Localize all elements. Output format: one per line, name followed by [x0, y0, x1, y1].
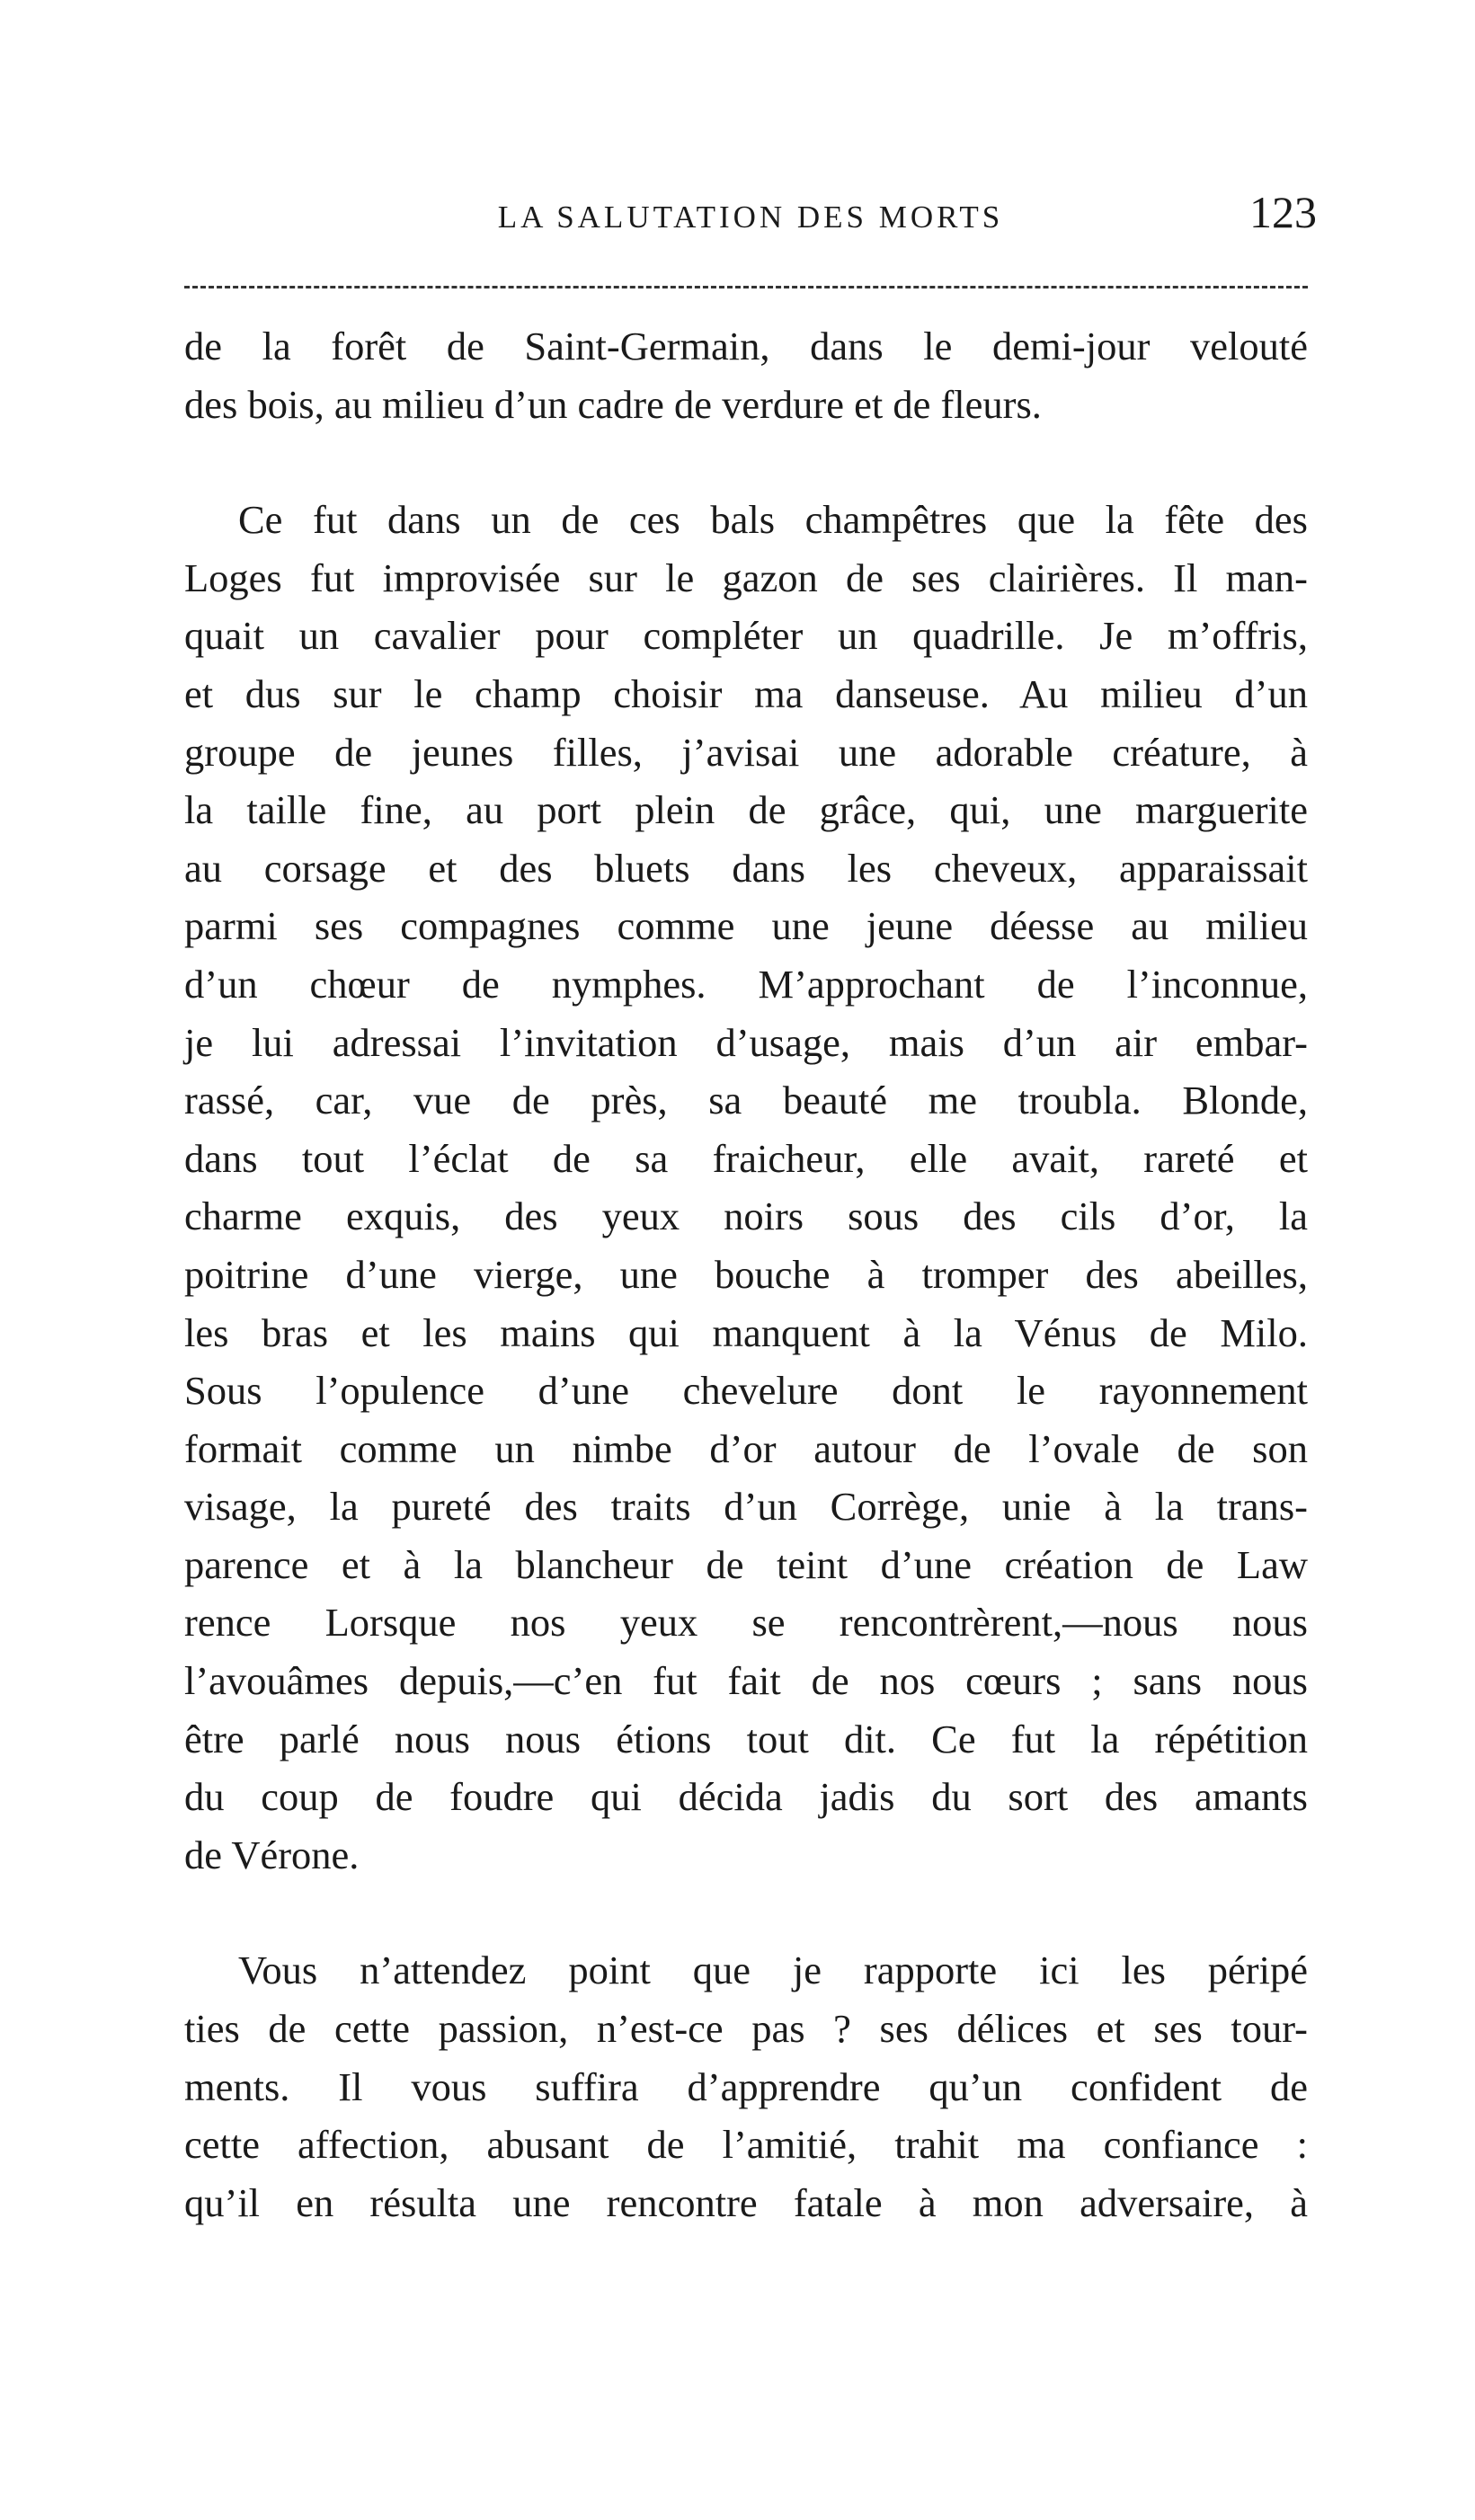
running-title: LA SALUTATION DES MORTS: [497, 200, 1004, 235]
text-line: des bois, au milieu d’un cadre de verdure et de fleurs.: [184, 381, 1042, 427]
paragraph-1: [184, 317, 1308, 433]
text-line: Sous l’opulence d’une chevelure dont le rayonnement: [184, 1368, 1308, 1414]
text-line: Ce fut dans un de ces bals champêtres que la fête des: [238, 497, 1308, 543]
text-line: du coup de foudre qui décida jadis du sort des amants: [184, 1774, 1308, 1820]
text-line: de Vérone.: [184, 1832, 360, 1877]
text-line: formait comme un nimbe d’or autour de l’ovale de son: [184, 1425, 1308, 1471]
text-line: charme exquis, des yeux noirs sous des cils d’or, la: [184, 1193, 1308, 1239]
text-line: ments. Il vous suffira d’apprendre qu’un confident de: [184, 2063, 1308, 2109]
text-line: rence Lorsque nos yeux se rencontrèrent,—nous nous: [184, 1600, 1308, 1646]
text-line: rassé, car, vue de près, sa beauté me troubla. Blonde,: [184, 1078, 1308, 1123]
text-line: au corsage et des bluets dans les cheveux, apparaissait: [184, 845, 1308, 891]
text-line: quait un cavalier pour compléter un quadrille. Je m’offris,: [184, 613, 1308, 659]
text-line: visage, la pureté des traits d’un Corrège, unie à la trans-: [184, 1484, 1308, 1530]
body-text: [184, 317, 1308, 2232]
text-line: d’un chœur de nymphes. M’approchant de l’inconnue,: [184, 961, 1308, 1007]
text-line: Loges fut improvisée sur le gazon de ses clairières. Il man-: [184, 555, 1308, 600]
header-rule: [184, 286, 1308, 288]
text-line: ties de cette passion, n’est-ce pas ? ses délices et ses tour-: [184, 2006, 1308, 2052]
running-head: [184, 187, 1317, 244]
text-line: parence et à la blancheur de teint d’une création de Law: [184, 1541, 1308, 1587]
paragraph-3: [184, 1941, 1308, 2232]
page-number: 123: [1249, 187, 1317, 237]
text-line: groupe de jeunes filles, j’avisai une adorable créature, à: [184, 729, 1308, 775]
text-line: poitrine d’une vierge, une bouche à tromper des abeilles,: [184, 1251, 1308, 1297]
text-line: et dus sur le champ choisir ma danseuse. Au milieu d’un: [184, 670, 1308, 716]
text-line: dans tout l’éclat de sa fraicheur, elle avait, rareté et: [184, 1135, 1308, 1181]
text-line: de la forêt de Saint-Germain, dans le demi-jour velouté: [184, 324, 1308, 368]
paragraph-2: [184, 491, 1308, 1884]
text-line: Vous n’attendez point que je rapporte ici les péripé: [238, 1948, 1308, 1993]
text-line: être parlé nous nous étions tout dit. Ce fut la répétition: [184, 1716, 1308, 1761]
text-line: l’avouâmes depuis,—c’en fut fait de nos cœurs ; sans nous: [184, 1658, 1308, 1704]
text-line: qu’il en résulta une rencontre fatale à mon adversaire, à: [184, 2179, 1308, 2225]
text-line: la taille fine, au port plein de grâce, qui, une marguerite: [184, 787, 1308, 833]
text-line: cette affection, abusant de l’amitié, trahit ma confiance :: [184, 2122, 1308, 2168]
text-line: je lui adressai l’invitation d’usage, mais d’un air embar-: [184, 1019, 1308, 1065]
text-line: parmi ses compagnes comme une jeune déesse au milieu: [184, 903, 1308, 949]
text-line: les bras et les mains qui manquent à la Vénus de Milo.: [184, 1309, 1308, 1355]
